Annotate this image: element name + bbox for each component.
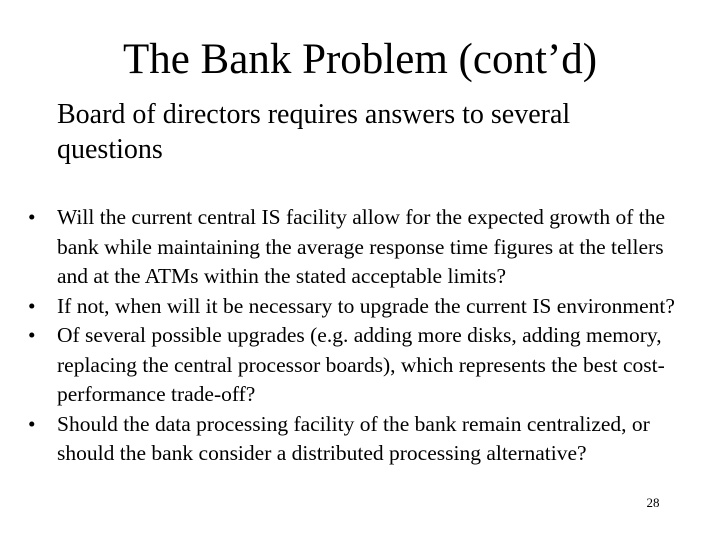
intro-text: Board of directors requires answers to several questions bbox=[57, 99, 571, 165]
bullet-text: Will the current central IS facility allow for the expected growth of the bank while maintaining the average response time figures at the tellers and at the ATMs within the stated acceptable limits? bbox=[57, 205, 666, 288]
bullet-text: Of several possible upgrades (e.g. adding more disks, adding memory, replacing the central processor boards), which represents the best cost-performance trade-off? bbox=[57, 323, 665, 406]
bullet-marker: • bbox=[28, 205, 36, 229]
bullet-list bbox=[0, 203, 720, 469]
bullet-item bbox=[0, 321, 697, 410]
page-number: 28 bbox=[646, 495, 660, 510]
bullet-item bbox=[0, 292, 697, 322]
slide-title: The Bank Problem (cont’d) bbox=[122, 36, 598, 83]
bullet-text: If not, when will it be necessary to upgrade the current IS environment? bbox=[57, 293, 675, 318]
bullet-item bbox=[0, 203, 697, 292]
bullet-marker: • bbox=[28, 323, 36, 347]
bullet-marker: • bbox=[28, 411, 36, 436]
bullet-marker: • bbox=[28, 293, 36, 318]
bullet-text: Should the data processing facility of the bank remain centralized, or should the bank consider a distributed processing alternative? bbox=[57, 411, 650, 465]
bullet-item bbox=[0, 410, 697, 469]
